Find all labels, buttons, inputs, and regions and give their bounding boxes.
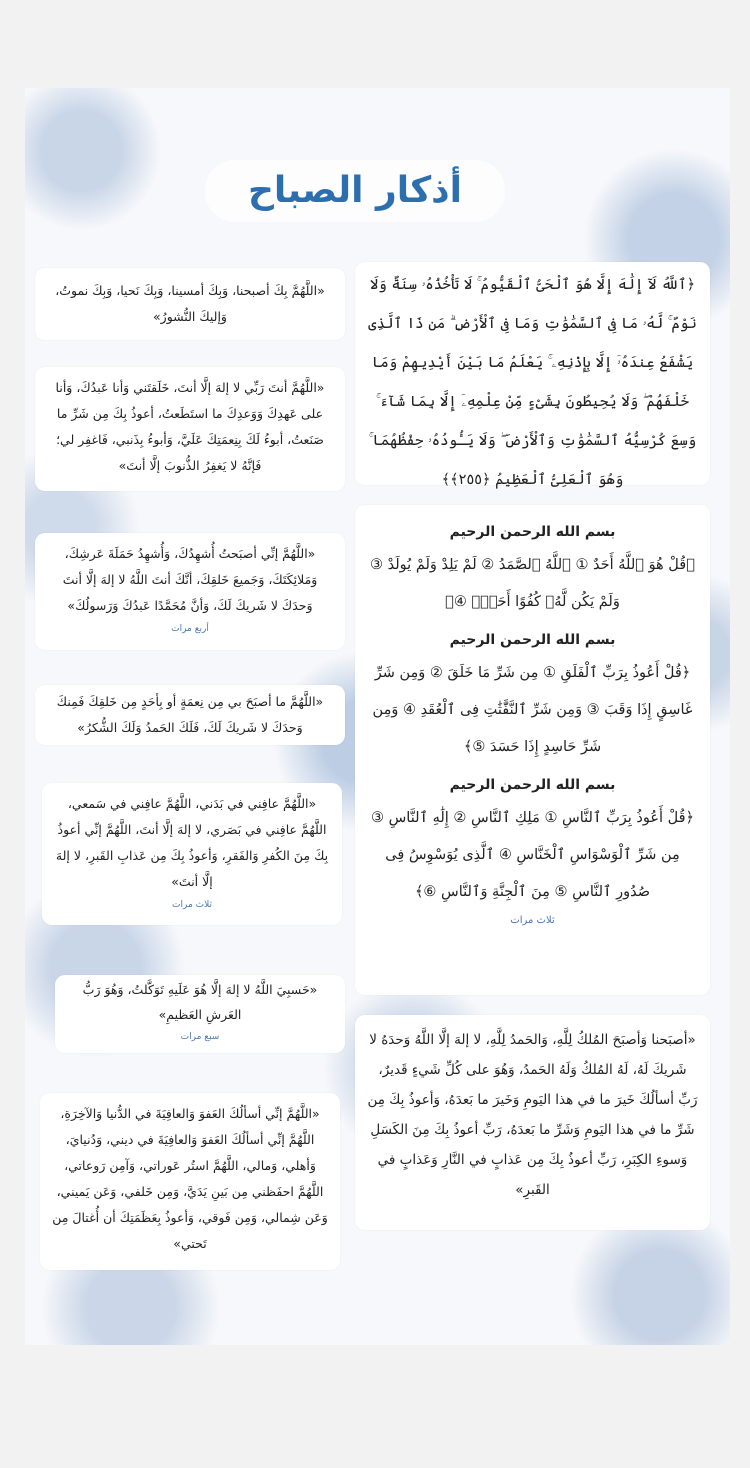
ayat-al-kursi-text: ﴿ٱللَّهُ لَآ إِلَٰهَ إِلَّا هُوَ ٱلْحَىُّ ٱلْقَيُّومُ ۚ لَا تَأْخُذُهُۥ سِنَةٌ وَلَا نَوْمٌ ۚ لَّهُۥ مَا فِى ٱلسَّمَٰوَٰتِ وَمَا فِى ٱلْأَرْضِ ۗ مَن ذَا ٱلَّذِى يَشْفَعُ عِندَهُۥٓ إِلَّا بِإِذْنِهِۦ ۚ يَعْلَمُ مَا بَيْنَ أَيْدِيهِمْ وَمَا خَلْفَهُمْ ۖ وَلَا يُحِيطُونَ بِشَىْءٍ مِّنْ عِلْمِهِۦٓ إِلَّا بِمَا شَآءَ ۚ وَسِعَ كُرْسِيُّهُ ٱلسَّمَٰوَٰتِ وَٱلْأَرْضَ ۖ وَلَا يَـُٔودُهُۥ حِفْظُهُمَا ۚ وَهُوَ ٱلْعَلِىُّ ٱلْعَظِيمُ ﴿٢٥٥﴾﴾ — [368, 277, 697, 488]
dhikr-card — [40, 1093, 340, 1270]
dhikr-text: «أصبَحنا وَأصبَحَ المُلكُ لِلَّهِ، وَالحَمدُ لِلَّهِ، لا إلهَ إلَّا اللَّهُ وَحدَهُ لا شَريكَ لَهُ، لَهُ المُلكُ وَلَهُ الحَمدُ، وَهُوَ على كُلِّ شَيءٍ قَديرٌ، رَبِّ أسألُكَ خَيرَ ما في هذا اليَومِ وَخَيرَ ما بَعدَهُ، وَأعوذُ بِكَ مِن شَرِّ ما في هذا اليَومِ وَشَرِّ ما بَعدَهُ، رَبِّ أعوذُ بِكَ مِنَ الكَسَلِ وَسوءِ الكِبَرِ، رَبِّ أعوذُ بِكَ مِن عَذابٍ في النَّارِ وَعَذابٍ في القَبرِ» — [367, 1032, 698, 1198]
dhikr-text: «اللَّهُمَّ ما أصبَحَ بي مِن نِعمَةٍ أو بِأحَدٍ مِن خَلقِكَ فَمِنكَ وَحدَكَ لا شَريكَ لَكَ، فَلَكَ الحَمدُ وَلَكَ الشُّكرُ» — [56, 694, 324, 735]
dhikr-text: «اللَّهُمَّ أنتَ رَبِّي لا إلهَ إلَّا أنتَ، خَلَقتَني وَأنا عَبدُكَ، وَأنا على عَهدِكَ وَوَعدِكَ ما استَطَعتُ، أعوذُ بِكَ مِن شَرِّ ما صَنَعتُ، أبوءُ لَكَ بِنِعمَتِكَ عَلَيَّ، وَأبوءُ بِذَنبي، فَاغفِر لي؛ فَإنَّهُ لا يَغفِرُ الذُّنوبَ إلَّا أنتَ» — [55, 380, 325, 473]
repeat-count: ثلاث مرات — [510, 915, 555, 926]
dhikr-text: «اللَّهُمَّ عافِني في بَدَني، اللَّهُمَّ عافِني في سَمعي، اللَّهُمَّ عافِني في بَصَري، لا إلهَ إلَّا أنتَ، اللَّهُمَّ إنِّي أعوذُ بِكَ مِنَ الكُفرِ وَالفَقرِ، وَأعوذُ بِكَ مِن عَذابِ القَبرِ، لا إلهَ إلَّا أنتَ» — [55, 796, 329, 889]
repeat-count: ثلاث مرات — [172, 900, 212, 910]
dhikr-text: «حَسبِيَ اللَّهُ لا إلهَ إلَّا هُوَ عَلَيهِ تَوَكَّلتُ، وَهُوَ رَبُّ العَرشِ العَظيمِ» — [82, 982, 318, 1022]
surahs-card — [355, 505, 710, 995]
dhikr-card — [42, 783, 342, 925]
dhikr-text: «اللَّهُمَّ إنِّي أسألُكَ العَفوَ وَالعافِيَةَ في الدُّنيا وَالآخِرَةِ، اللَّهُمَّ إنِّي أسألُكَ العَفوَ وَالعافِيَةَ في ديني، وَدُنيايَ، وَأهلي، وَمالي، اللَّهُمَّ استُر عَوراتي، وَآمِن رَوعاتي، اللَّهُمَّ احفَظني مِن بَينِ يَدَيَّ، وَمِن خَلفي، وَعَن يَميني، وَعَن شِمالي، وَمِن فَوقي، وَأعوذُ بِعَظَمَتِكَ أن أُغتالَ مِن تَحتي» — [52, 1106, 328, 1251]
dhikr-card — [35, 367, 345, 491]
surah-ikhlas-text: ﴿قُلْ هُوَ ٱللَّهُ أَحَدٌ ① ٱللَّهُ ٱلصَّمَدُ ② لَمْ يَلِدْ وَلَمْ يُولَدْ ③ وَلَمْ يَكُن لَّهُۥ كُفُوًا أَحَدٌۢ ④﴾ — [370, 557, 695, 610]
dhikr-text: «اللَّهُمَّ إنِّي أصبَحتُ أُشهِدُكَ، وَأُشهِدُ حَمَلَةَ عَرشِكَ، وَمَلائِكَتَكَ، وَجَميعَ خَلقِكَ، أنَّكَ أنتَ اللَّهُ لا إلهَ إلَّا أنتَ وَحدَكَ لا شَريكَ لَكَ، وَأنَّ مُحَمَّدًا عَبدُكَ وَرَسولُكَ» — [62, 546, 318, 613]
repeat-count: أربع مرات — [171, 624, 209, 634]
repeat-count: سبع مرات — [180, 1032, 220, 1042]
basmala: بسم الله الرحمن الرحيم — [449, 777, 616, 793]
surah-nas-text: ﴿قُلْ أَعُوذُ بِرَبِّ ٱلنَّاسِ ① مَلِكِ ٱلنَّاسِ ② إِلَٰهِ ٱلنَّاسِ ③ مِن شَرِّ ٱلْوَسْوَاسِ ٱلْخَنَّاسِ ④ ٱلَّذِى يُوَسْوِسُ فِى صُدُورِ ٱلنَّاسِ ⑤ مِنَ ٱلْجِنَّةِ وَٱلنَّاسِ ⑥﴾ — [370, 810, 695, 900]
surah-falaq-text: ﴿قُلْ أَعُوذُ بِرَبِّ ٱلْفَلَقِ ① مِن شَرِّ مَا خَلَقَ ② وَمِن شَرِّ غَاسِقٍ إِذَا وَقَبَ ③ وَمِن شَرِّ ٱلنَّفَّٰثَٰتِ فِى ٱلْعُقَدِ ④ وَمِن شَرِّ حَاسِدٍ إِذَا حَسَدَ ⑤﴾ — [372, 665, 693, 755]
dhikr-card — [35, 268, 345, 340]
dhikr-card — [355, 1015, 710, 1230]
basmala: بسم الله الرحمن الرحيم — [449, 524, 616, 540]
dhikr-text: «اللَّهُمَّ بِكَ أصبحنا، وَبِكَ أمسينا، وَبِكَ نَحيا، وَبِكَ نموتُ، وَإليكَ النُّشورُ» — [55, 283, 325, 324]
dhikr-card — [35, 533, 345, 650]
dhikr-card — [35, 685, 345, 745]
dhikr-card — [55, 975, 345, 1053]
ayat-al-kursi-card — [355, 262, 710, 488]
page-title: أذكار الصباح — [247, 170, 462, 211]
basmala: بسم الله الرحمن الرحيم — [449, 632, 616, 648]
